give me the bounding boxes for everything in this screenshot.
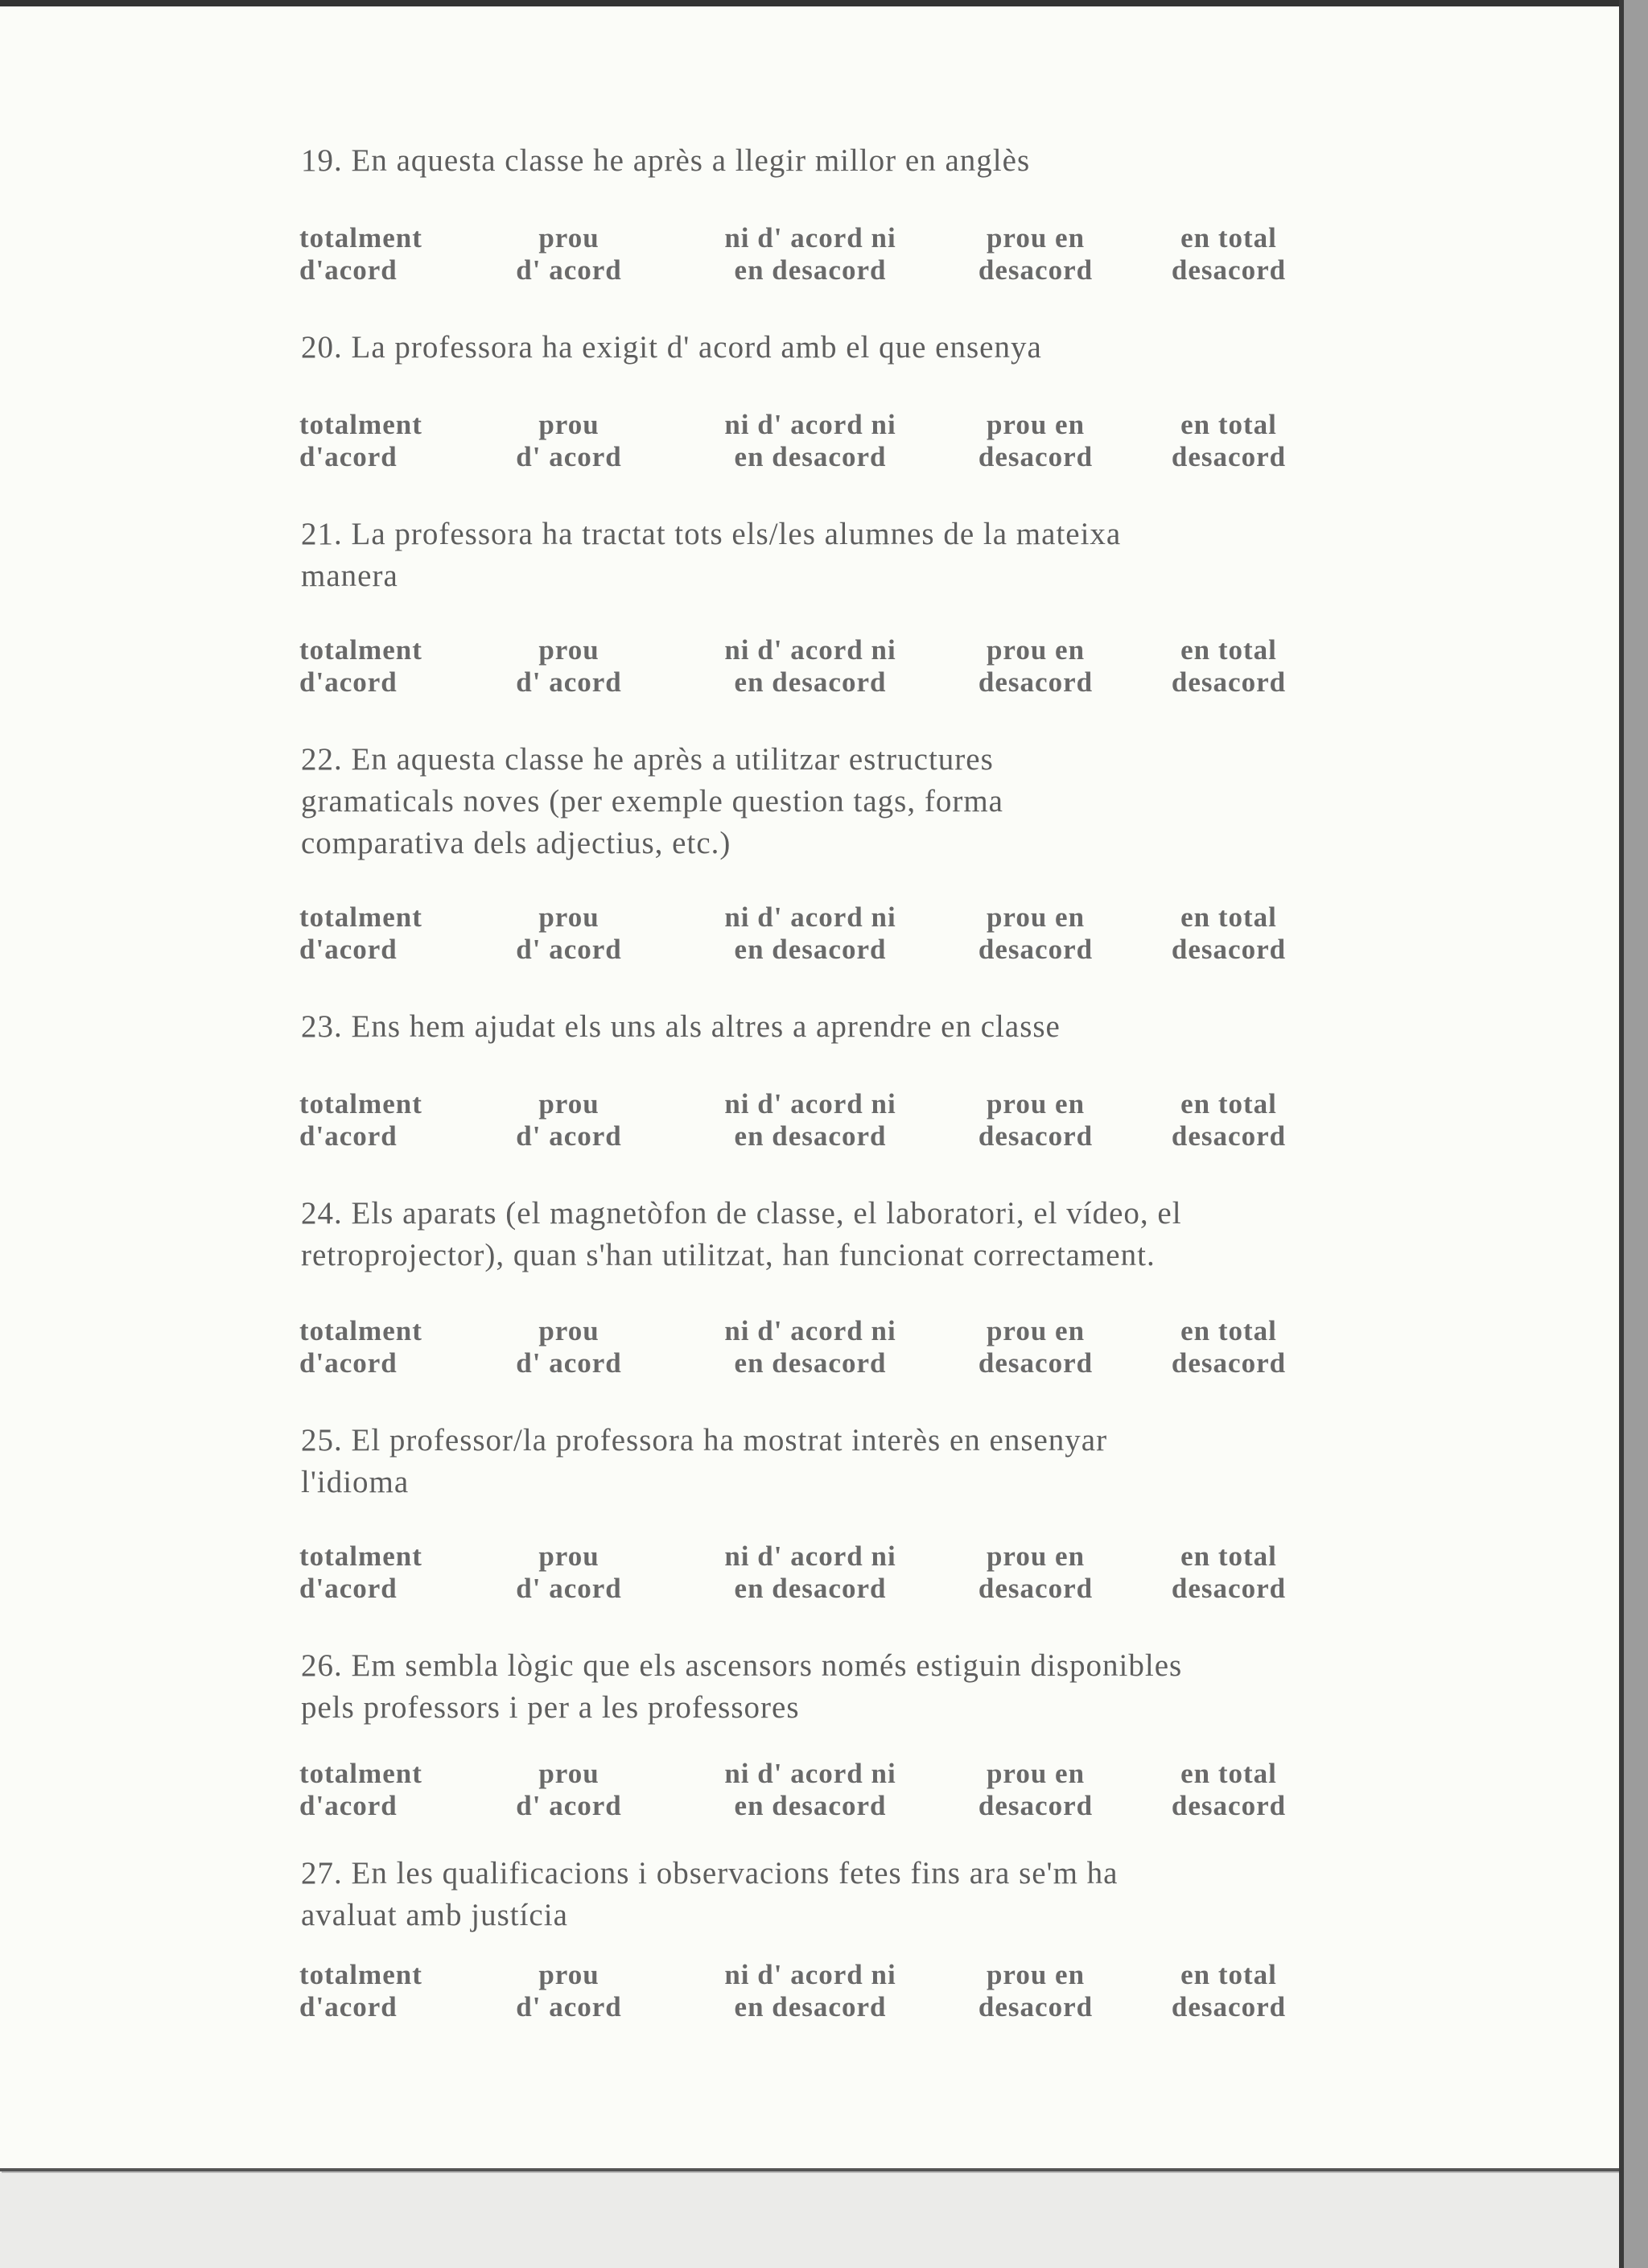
option-prou-en-desacord[interactable]: prou en desacord: [978, 409, 1094, 472]
answer-scale-22: [299, 901, 1313, 966]
option-prou-en-desacord[interactable]: prou en desacord: [978, 1088, 1094, 1152]
option-neutral[interactable]: ni d' acord ni en desacord: [724, 1959, 896, 2023]
option-prou-en-desacord[interactable]: prou en desacord: [978, 1315, 1094, 1379]
option-neutral[interactable]: ni d' acord ni en desacord: [724, 901, 896, 965]
questionnaire-page: [0, 6, 1621, 2171]
option-prou-dacord[interactable]: prou d' acord: [516, 901, 622, 965]
option-totalment-dacord[interactable]: totalment d'acord: [299, 222, 422, 286]
option-en-total-desacord[interactable]: en total desacord: [1171, 222, 1287, 286]
option-totalment-dacord[interactable]: totalment d'acord: [299, 409, 422, 472]
option-en-total-desacord[interactable]: en total desacord: [1171, 1088, 1287, 1152]
question-25: 25. El professor/la professora ha mostrat interès en ensenyar l'idioma: [301, 1423, 1108, 1499]
answer-scale-19: [299, 222, 1313, 287]
option-prou-en-desacord[interactable]: prou en desacord: [978, 634, 1094, 698]
option-totalment-dacord[interactable]: totalment d'acord: [299, 634, 422, 698]
option-prou-en-desacord[interactable]: prou en desacord: [978, 222, 1094, 286]
answer-scale-21: [299, 634, 1313, 699]
option-totalment-dacord[interactable]: totalment d'acord: [299, 1540, 422, 1604]
option-prou-en-desacord[interactable]: prou en desacord: [978, 1758, 1094, 1821]
option-totalment-dacord[interactable]: totalment d'acord: [299, 1315, 422, 1379]
option-neutral[interactable]: ni d' acord ni en desacord: [724, 1315, 896, 1379]
option-en-total-desacord[interactable]: en total desacord: [1171, 634, 1287, 698]
option-prou-dacord[interactable]: prou d' acord: [516, 1315, 622, 1379]
question-24: 24. Els aparats (el magnetòfon de classe, el laboratori, el vídeo, el retroprojector), quan s'han utilitzat, han funcionat correctament.: [301, 1196, 1182, 1272]
option-neutral[interactable]: ni d' acord ni en desacord: [724, 1758, 896, 1821]
answer-scale-20: [299, 409, 1313, 473]
question-21: 21. La professora ha tractat tots els/les alumnes de la mateixa manera: [301, 517, 1122, 593]
option-prou-dacord[interactable]: prou d' acord: [516, 409, 622, 472]
option-neutral[interactable]: ni d' acord ni en desacord: [724, 409, 896, 472]
option-prou-dacord[interactable]: prou d' acord: [516, 222, 622, 286]
option-en-total-desacord[interactable]: en total desacord: [1171, 409, 1287, 472]
question-27: 27. En les qualificacions i observacions fetes fins ara se'm ha avaluat amb justícia: [301, 1856, 1119, 1932]
option-prou-dacord[interactable]: prou d' acord: [516, 634, 622, 698]
option-prou-en-desacord[interactable]: prou en desacord: [978, 1959, 1094, 2023]
answer-scale-23: [299, 1088, 1313, 1153]
answer-scale-27: [299, 1959, 1313, 2023]
scan-top-edge: [0, 0, 1648, 6]
option-prou-en-desacord[interactable]: prou en desacord: [978, 1540, 1094, 1604]
answer-scale-24: [299, 1315, 1313, 1379]
option-prou-dacord[interactable]: prou d' acord: [516, 1959, 622, 2023]
option-neutral[interactable]: ni d' acord ni en desacord: [724, 1540, 896, 1604]
question-19: 19. En aquesta classe he après a llegir millor en anglès: [301, 143, 1031, 178]
option-en-total-desacord[interactable]: en total desacord: [1171, 901, 1287, 965]
answer-scale-26: [299, 1758, 1313, 1822]
option-totalment-dacord[interactable]: totalment d'acord: [299, 1959, 422, 2023]
option-totalment-dacord[interactable]: totalment d'acord: [299, 901, 422, 965]
option-totalment-dacord[interactable]: totalment d'acord: [299, 1758, 422, 1821]
option-totalment-dacord[interactable]: totalment d'acord: [299, 1088, 422, 1152]
question-23: 23. Ens hem ajudat els uns als altres a aprendre en classe: [301, 1009, 1061, 1044]
option-en-total-desacord[interactable]: en total desacord: [1171, 1540, 1287, 1604]
option-neutral[interactable]: ni d' acord ni en desacord: [724, 222, 896, 286]
option-prou-en-desacord[interactable]: prou en desacord: [978, 901, 1094, 965]
option-prou-dacord[interactable]: prou d' acord: [516, 1088, 622, 1152]
option-prou-dacord[interactable]: prou d' acord: [516, 1540, 622, 1604]
question-22: 22. En aquesta classe he après a utilitzar estructures gramaticals noves (per exemple question tags, forma comparativa dels adjectius, etc.): [301, 742, 1003, 860]
question-20: 20. La professora ha exigit d' acord amb el que ensenya: [301, 330, 1042, 365]
answer-scale-25: [299, 1540, 1313, 1605]
option-neutral[interactable]: ni d' acord ni en desacord: [724, 1088, 896, 1152]
option-prou-dacord[interactable]: prou d' acord: [516, 1758, 622, 1821]
option-neutral[interactable]: ni d' acord ni en desacord: [724, 634, 896, 698]
option-en-total-desacord[interactable]: en total desacord: [1171, 1959, 1287, 2023]
option-en-total-desacord[interactable]: en total desacord: [1171, 1758, 1287, 1821]
question-26: 26. Em sembla lògic que els ascensors només estiguin disponibles pels professors i per a les professores: [301, 1648, 1183, 1725]
scan-right-edge: [1619, 0, 1648, 2268]
option-en-total-desacord[interactable]: en total desacord: [1171, 1315, 1287, 1379]
